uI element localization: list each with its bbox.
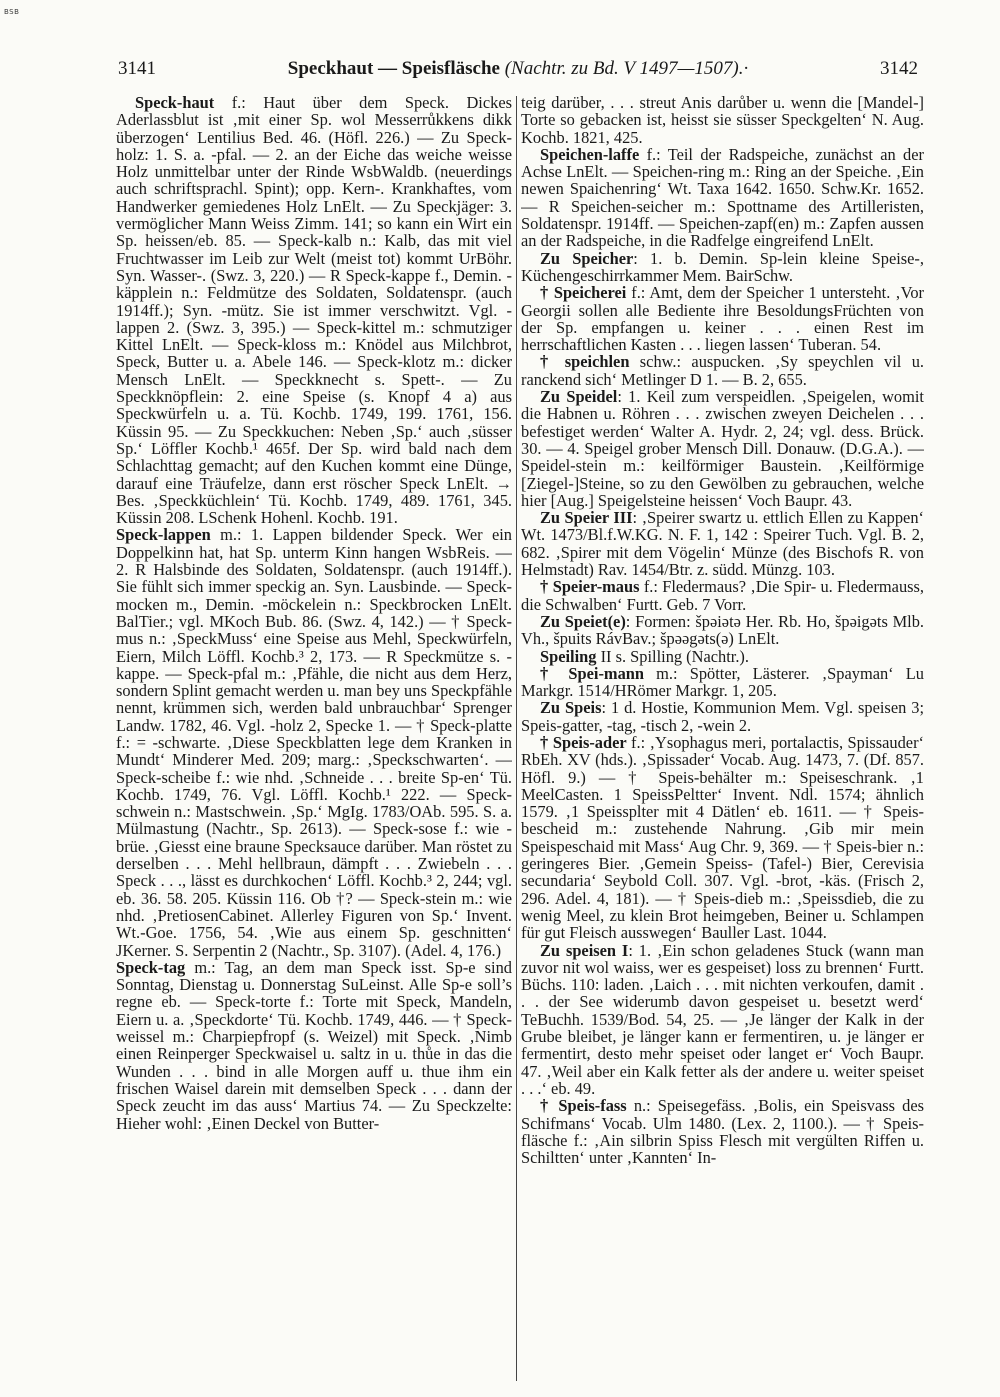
right-column-number: 3142 [880, 58, 918, 79]
entry-text: m.: 1. Lappen bildender Speck. Wer ein Doppelkinn hat, hat Sp. unterm Kinn hangen WsbReis. — 2. R Halsbinde des Soldaten, Soldatenspr. (auch 1914ff.). Sie fühlt sich immer speckig an. Syn. Lausbinde. — Speck-mocken m., Demin. -möckelein n.: Speckbrocken LnElt. BalTier.; vgl. MKoch Bub. 86. (Swz. 4, 142.) — † Speck-mus n.: ‚SpeckMuss‘ eine Speise aus Mehl, Speckwürfeln, Eiern, Milch Löffl. Kochb.³ 2, 173. — R Speckmütze s. -kappe. — Speck-pfal m.: ‚Pfähle, die nicht aus dem Herz, sondern Splint gemacht werden u. man bey uns Speckpfähle nennt, krümmen sich, werden bald unbrauchbar‘ Sprenger Landw. 1782, 46. Vgl. -holz 2, Specke 1. — † Speck-platte f.: = -schwarte. ‚Diese Speckblatten lege dem Kranken in Mundt‘ Minderer Med. 209; marg.: ‚Speckschwarten‘. — Speck-scheibe f.: wie nhd. ‚Schneide . . . breite Sp-en‘ Tü. Kochb. 1749, 76. Vgl. Löffl. Kochb.¹ 222. — Speck-schwein n.: Mastschwein. ‚Sp.‘ MgIg. 1783/OAb. 595. S. a. Mülmastung (Nachtr., Sp. 2613). — Speck-sose f.: wie -brüe. ‚Giesst eine braune Specksauce darüber. Man röstet zu derselben . . . Mehl hellbraun, dämpft . . . Zwiebeln . . . Speck . . ., lässt es durchkochen‘ Löffl. Kochb.³ 2, 244; vgl. eb. 36. 58. 205. Küssin 116. Ob †? — Speck-stein m.: wie nhd. ‚PretiosenCabinet. Allerley Figuren von Sp.‘ Invent. Wt.-Goe. 1756, 54. ‚Wie aus einem Sp. geschnitten‘ JKerner. S. Serpentin 2 (Nachtr., Sp. 3107). (Adel. 4, 176.) [116, 525, 512, 960]
entry-text: II s. Spilling (Nachtr.). [596, 646, 749, 666]
dictionary-entry [521, 734, 924, 942]
dictionary-entry [521, 578, 924, 613]
dictionary-entry [116, 526, 512, 958]
entry-text: : Formen: špəiətə Her. Rb. Ho, špəigəts Mlb. Vh., špuits RávBav.; špəəgəts(ə) LnElt. [521, 611, 924, 649]
dictionary-entry [521, 353, 924, 388]
dictionary-entry [521, 509, 924, 578]
entry-headword: † speichlen [540, 352, 630, 372]
dictionary-entry [521, 284, 924, 353]
entry-headword: Zu speisen I [540, 940, 629, 960]
entry-headword: Speck-lappen [116, 525, 211, 545]
entry-headword: Zu Speicher [540, 248, 634, 268]
right-text-column [521, 94, 924, 1384]
entry-text: m.: Spötter, Lästerer. ‚Spayman‘ Lu Markgr. 1514/HRömer Markgr. 1, 205. [521, 663, 924, 701]
library-stamp: BSB [4, 8, 20, 16]
entry-text: f.: ‚Ysophagus meri, portalactis, Spissauder‘ RbEh. XV (hds.). ‚Spissader‘ Vocab. Aug. 1473, 7. (Df. 857. Höfl. 9.) — † Speis-behälter m.: Speiseschrank. ‚1 MeelCasten. 1 SpeissPeltter‘ Invent. Ndl. 1574; ähnlich 1579. ‚1 Speissplter mit 4 Dätlen‘ eb. 1611. — † Speis-bescheid m.: zustehende Nahrung. ‚Gib mir mein Speispeschaid mit Mass‘ Aug Chr. 9, 369. — † Speis-bier n.: geringeres Bier. ‚Gemein Speiss- (Tafel-) Bier, Cerevisia secundaria‘ Seybold Coll. 307. Vgl. -brot, -käs. (Frisch 2, 296. Adel. 4, 181). — † Speis-dieb m.: ‚Speissdieb, die zu wenig Meel, zu klein Brot heimgeben, Beiner u. Schlampen für gut Fleisch ausswegen‘ Bauller Last. 1044. [521, 732, 924, 943]
entry-headword: Speck-haut [135, 94, 215, 112]
dictionary-entry [521, 1097, 924, 1166]
dictionary-entry [521, 699, 924, 734]
entry-headword: Speck-tag [116, 957, 186, 977]
entry-headword: Zu Speiet(e) [540, 611, 626, 631]
entry-headword: Zu Speis [540, 698, 602, 718]
dictionary-entry [521, 665, 924, 700]
entry-text: teig darüber, . . . streut Anis darůber u. wenn die [Mandel-] Torte so gebacken ist, heisst sie süsser Speckgelten‘ N. Aug. Kochb. 1821, 425. [521, 94, 924, 147]
running-head [118, 58, 918, 80]
entry-text: m.: Tag, an dem man Speck isst. Sp-e sind Sonntag, Dienstag u. Donnerstag SuLeinst. Alle Sp-e soll’s regne eb. — Speck-torte f.: Torte mit Speck, Mandeln, Eiern u. a. ‚Speckdorte‘ Tü. Kochb. 1749, 446. — † Speck-weissel m.: Charpiepfropf (s. Weizel) mit Speck. ‚Nimb einen Reinperger Speckwaisel u. saltz in u. thůe in das die Wunden . . . bind in alle Morgen auff u. thue ihm ein frischen Waisel darein mit demselben Speck . . . dann der Speck zeucht im das auss‘ Martius 74. — Zu Speckzelte: Hieher wohl: ‚Einen Deckel von Butter- [116, 957, 512, 1133]
page-header [118, 58, 918, 84]
entry-headword: † Speicherei [540, 283, 627, 303]
entry-headword: † Speis-ader [540, 732, 627, 752]
dictionary-entry [521, 942, 924, 1098]
entry-headword: Zu Speier III [540, 508, 633, 528]
entry-text: f.: Fledermaus? ‚Die Spir- u. Fledermauss, die Schwalben‘ Furtt. Geb. 7 Vorr. [521, 577, 924, 614]
running-head-title: Speckhaut — Speisfläsche [287, 58, 500, 79]
entry-headword: † Speis-fass [540, 1096, 627, 1116]
entry-headword: Speiling [540, 646, 597, 666]
entry-headword: Speichen-laffe [540, 144, 640, 164]
entry-headword: † Spei-mann [540, 663, 645, 683]
entry-text: f.: Haut über dem Speck. Dickes Aderlassblut ist ‚mit einer Sp. wol Messerrůkkens dikk überzogen‘ Lentilius Bed. 46. (Höfl. 226.) — Zu Speck-holz: 1. S. a. -pfal. — 2. an der Eiche das weiche weisse Holz unmittelbar unter der Rinde WsbWaldb. (neuerdings auch schriftsprachl. Spint); opp. Kern-. Krankhaftes, vom Handwerker gemiedenes Holz LnElt. — Zu Speckjäger: 3. vermöglicher Mann Weiss Zimm. 141; so kann ein Wirt ein Sp. heissen/eb. 85. — Speck-kalb n.: Kalb, das mit viel Fruchtwasser im Leib zur Welt (meist tot) kommt UrBöhr. Syn. Wasser-. (Swz. 3, 220.) — R Speck-kappe f., Demin. -käpplein n.: Feldmütze des Soldaten, Soldatenspr. (auch 1914ff.); Syn. -mütz. Sie ist immer verschwitzt. Vgl. -lappen 2. (Swz. 3, 395.) — Speck-kittel m.: schmutziger Kittel LnElt. — Speck-kloss m.: Knödel aus Milchbrot, Speck, Butter u. a. Abele 146. — Speck-klotz m.: dicker Mensch LnElt. — Speckknecht s. Spett-. — Zu Speckknöpflein: 2. eine Speise (s. Knopf 4 a) aus Speckwürfeln u. a. Tü. Kochb. 1749, 199. 1761, 156. Küssin 95. — Zu Speckkuchen: Neben ‚Sp.‘ auch ‚süsser Sp.‘ Löffler Kochb.¹ 465f. Der Sp. wird bald nach dem Schlachttag gemacht; auf den Kuchen kommt eine Dünge, darauf eine Träufelze, dann erst röscher Speck LnElt. → Bes. ‚Speckküchlein‘ Tü. Kochb. 1749, 489. 1761, 345. Küssin 208. LSchenk Hohenl. Kochb. 191. [116, 94, 512, 528]
dictionary-entry [116, 94, 512, 526]
dictionary-entry [521, 250, 924, 285]
entry-text: f.: Teil der Radspeiche, zunächst an der Achse LnElt. — Speichen-ring m.: Ring an der Speiche. ‚Ein newen Spaichenring‘ Wt. Taxa 1642. 1650. Schw.Kr. 1652. — R Speichen-seicher m.: Spottname des Artilleristen, Soldatenspr. 1914ff. — Speichen-zapf(en) m.: Zapfen aussen an der Radspeiche, in die Radfelge eingreifend LnElt. [521, 144, 924, 251]
entry-text: : 1. Keil zum verspeidlen. ‚Speigelen, womit die Habnen u. Röhren . . . zwischen zweyen Deichelen . . . befestiget werden‘ Walter A. Hydr. 2, 24; vgl. dess. Brück. 30. — 4. Speigel grober Mensch Dill. Donauw. (D.G.A.). — Speidel-stein m.: keilförmiger Baustein. ‚Keilförmige [Ziegel-]Steine, so zu den Gewölben zu gebrauchen, welche hier [Aug.] Speigelsteine heissen‘ Voch Baupr. 43. [521, 387, 924, 510]
entry-text: f.: Amt, dem der Speicher 1 untersteht. ‚Vor Georgii sollen alle Bediente ihre BesoldungsFrüchten von der Sp. empfangen u. keiner . . . einen Rest im herrschaftlichen Kasten . . . liegen lassen‘ Tuberan. 54. [521, 283, 924, 355]
dictionary-entry [521, 146, 924, 250]
dictionary-entry [521, 613, 924, 648]
left-column-number: 3141 [118, 58, 156, 79]
entry-headword: Zu Speidel [540, 387, 618, 407]
dictionary-entry [521, 388, 924, 509]
entry-text: n.: Speisegefäss. ‚Bolis, ein Speisvass des Schifmans‘ Vocab. Ulm 1480. (Lex. 2, 1100.). — † Speis-fläsche f.: ‚Ain silbrin Spiss Flesch mit vergülten Riffen u. Schiltten‘ unter ‚Kannten‘ In- [521, 1096, 924, 1168]
entry-text: : 1. ‚Ein schon geladenes Stuck (wann man zuvor nit wol waiss, wer es gespeiset) loss zu brennen‘ Furtt. Büchs. 110: laden. ‚Laich . . . mit nichten verkoufen, damit . . . der See widerumb davon gespeiset u. besetzt werd‘ TeBuchh. 1539/Bod. 54, 25. — ‚Je länger der Kalk in der Grube bleibet, je länger kann er fermentiren, u. je länger er fermentirt, desto mehr speiset oder langet er‘ Voch Baupr. 47. ‚Weil aber ein Kalk fetter als der andere u. weiter speiset . . .‘ eb. 49. [521, 940, 924, 1098]
dictionary-entry [521, 648, 924, 665]
left-text-column [116, 94, 512, 1384]
dictionary-entry [116, 959, 512, 1132]
entry-text: : 1 d. Hostie, Kommunion Mem. Vgl. speisen 3; Speis-gatter, -tag, -tisch 2, -wein 2. [521, 698, 924, 735]
entry-text: : ‚Speirer swartz u. ettlich Ellen zu Kappen‘ Wt. 1473/Bl.f.W.KG. N. F. 1, 142 : Speirer Tuch. Vgl. B. 2, 682. ‚Spirer mit dem Vögelin‘ Münze (des Bischofs R. von Helmstadt) Rav. 1454/Btr. z. südd. Münzg. 103. [521, 508, 924, 580]
entry-text: : 1. b. Demin. Sp-lein kleine Speise-, Küchengeschirrkammer Mem. BairSchw. [521, 248, 924, 285]
entry-headword: † Speier-maus [540, 577, 640, 597]
column-divider [516, 96, 517, 1381]
running-head-note: (Nachtr. zu Bd. V 1497—1507).· [504, 58, 749, 79]
entry-text: schw.: auspucken. ‚Sy speychlen vil u. ranckend sich‘ Metlinger D 1. — B. 2, 655. [521, 352, 924, 389]
dictionary-entry [521, 94, 924, 146]
